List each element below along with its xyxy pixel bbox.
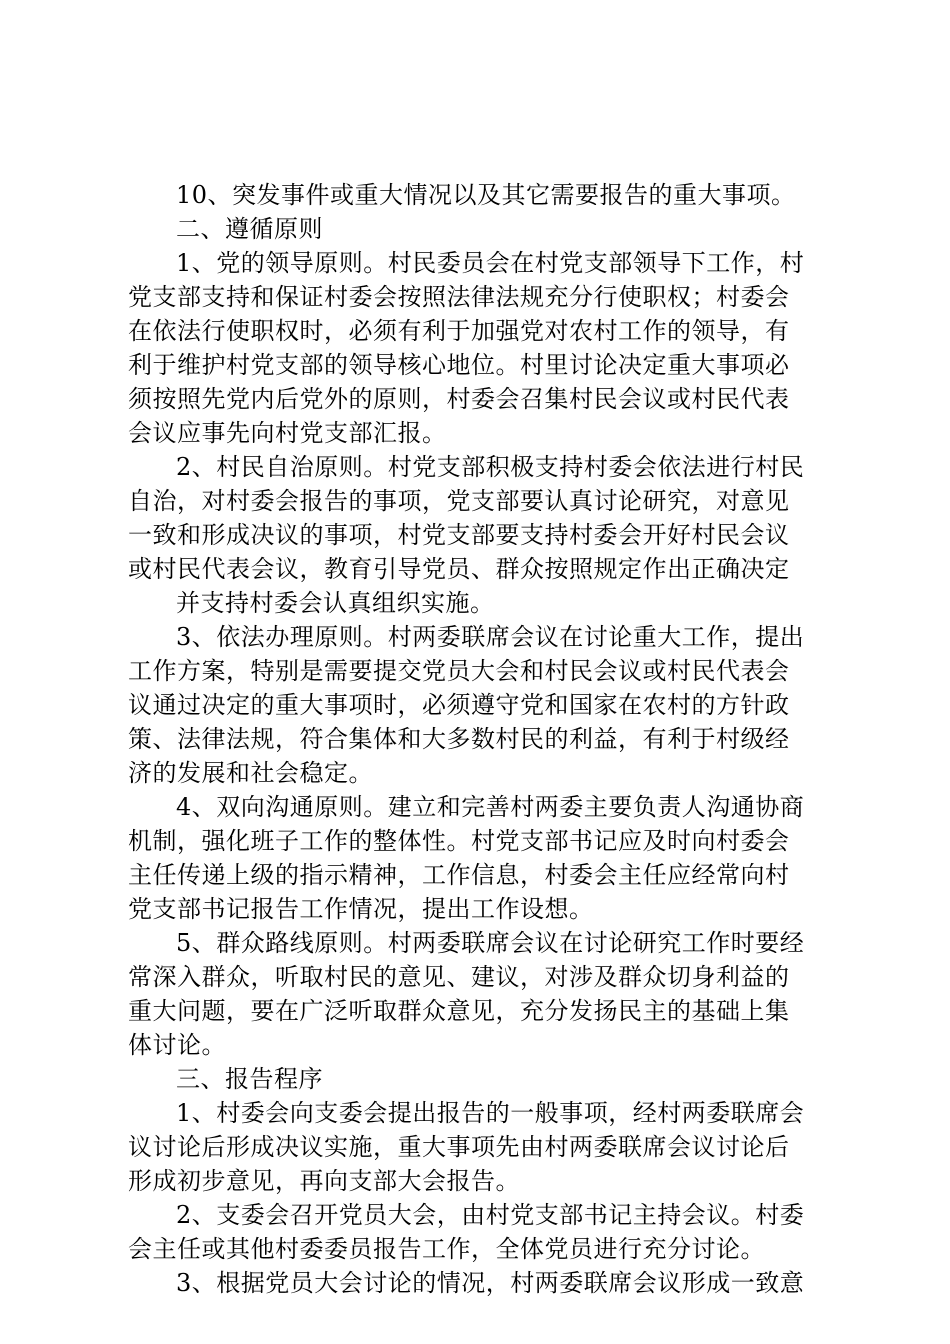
text-line: 议通过决定的重大事项时，必须遵守党和国家在农村的方针政	[128, 691, 790, 719]
text-line: 常深入群众，听取村民的意见、建议，对涉及群众切身利益的	[128, 963, 790, 991]
section-heading: 二、遵循原则	[176, 215, 323, 243]
text-line: 策、法律法规，符合集体和大多数村民的利益，有利于村级经	[128, 725, 790, 753]
text-line: 体讨论。	[128, 1031, 226, 1059]
text-line: 利于维护村党支部的领导核心地位。村里讨论决定重大事项必	[128, 351, 790, 379]
text-line: 3、依法办理原则。村两委联席会议在讨论重大工作，提出	[176, 623, 805, 651]
text-line: 10、突发事件或重大情况以及其它需要报告的重大事项。	[176, 181, 796, 209]
text-line: 党支部书记报告工作情况，提出工作设想。	[128, 895, 594, 923]
text-line: 工作方案，特别是需要提交党员大会和村民会议或村民代表会	[128, 657, 790, 685]
text-line: 形成初步意见，再向支部大会报告。	[128, 1167, 520, 1195]
text-line: 或村民代表会议，教育引导党员、群众按照规定作出正确决定	[128, 555, 790, 583]
text-line: 1、党的领导原则。村民委员会在村党支部领导下工作，村	[176, 249, 805, 277]
text-line: 济的发展和社会稳定。	[128, 759, 373, 787]
text-line: 党支部支持和保证村委会按照法律法规充分行使职权；村委会	[128, 283, 790, 311]
text-line: 在依法行使职权时，必须有利于加强党对农村工作的领导，有	[128, 317, 790, 345]
section-heading: 三、报告程序	[176, 1065, 323, 1093]
text-line: 1、村委会向支委会提出报告的一般事项，经村两委联席会	[176, 1099, 805, 1127]
text-line: 须按照先党内后党外的原则，村委会召集村民会议或村民代表	[128, 385, 790, 413]
text-line: 2、村民自治原则。村党支部积极支持村委会依法进行村民	[176, 453, 805, 481]
text-line: 一致和形成决议的事项，村党支部要支持村委会开好村民会议	[128, 521, 790, 549]
text-line: 自治，对村委会报告的事项，党支部要认真讨论研究，对意见	[128, 487, 790, 515]
text-line: 重大问题，要在广泛听取群众意见，充分发扬民主的基础上集	[128, 997, 790, 1025]
text-line: 2、支委会召开党员大会，由村党支部书记主持会议。村委	[176, 1201, 805, 1229]
text-line: 机制，强化班子工作的整体性。村党支部书记应及时向村委会	[128, 827, 790, 855]
text-line: 并支持村委会认真组织实施。	[176, 589, 495, 617]
text-line: 5、群众路线原则。村两委联席会议在讨论研究工作时要经	[176, 929, 805, 957]
text-line: 3、根据党员大会讨论的情况，村两委联席会议形成一致意	[176, 1269, 805, 1297]
text-line: 会主任或其他村委委员报告工作，全体党员进行充分讨论。	[128, 1235, 765, 1263]
text-line: 4、双向沟通原则。建立和完善村两委主要负责人沟通协商	[176, 793, 805, 821]
text-line: 会议应事先向村党支部汇报。	[128, 419, 447, 447]
text-line: 议讨论后形成决议实施，重大事项先由村两委联席会议讨论后	[128, 1133, 790, 1161]
text-line: 主任传递上级的指示精神，工作信息，村委会主任应经常向村	[128, 861, 790, 889]
